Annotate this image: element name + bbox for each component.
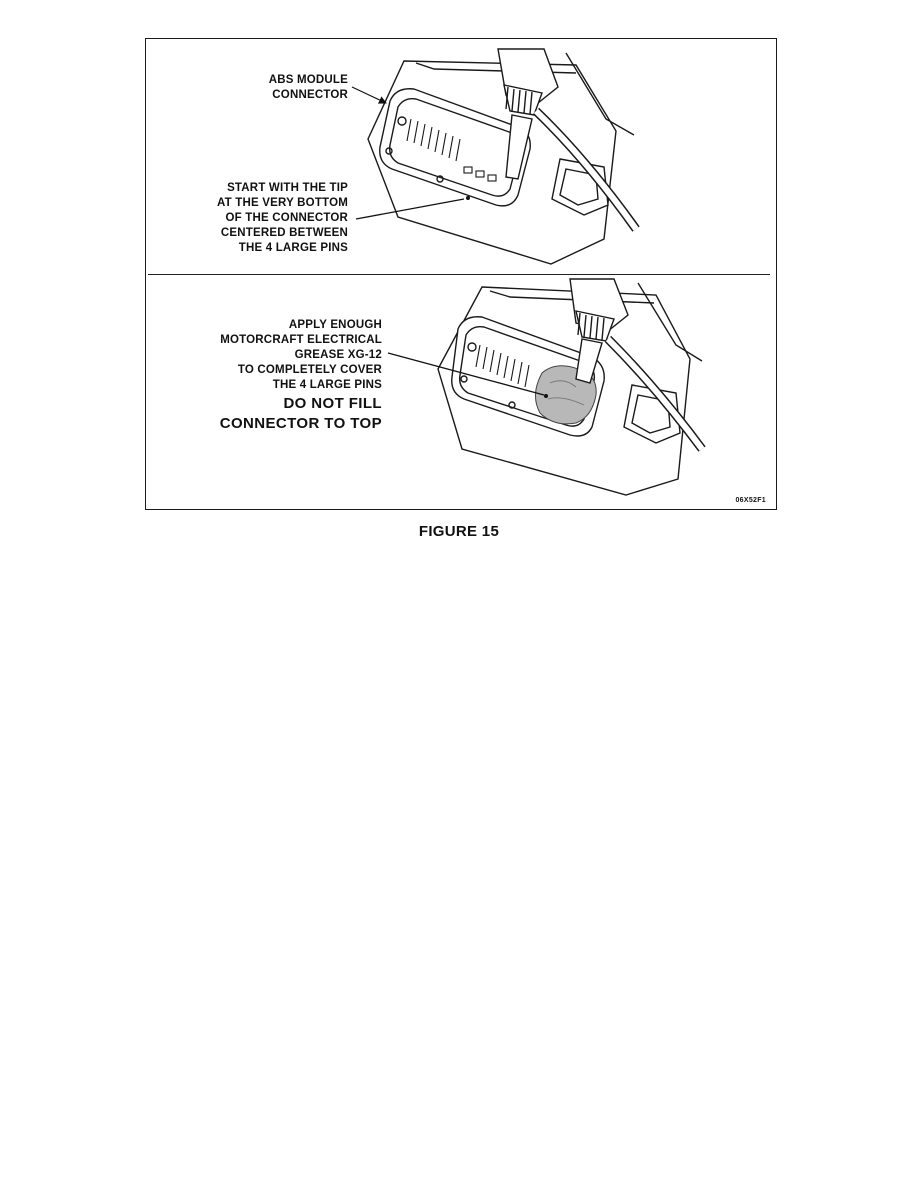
start-tip-instruction-label: START WITH THE TIP AT THE VERY BOTTOM OF THE CONNECTOR CENTERED BETWEEN THE 4 LARGE PINS [217, 182, 348, 254]
abs-module-connector-label: ABS MODULE CONNECTOR [268, 74, 348, 101]
figure-caption: FIGURE 15 [418, 523, 500, 540]
apply-grease-instruction-label: APPLY ENOUGH MOTORCRAFT ELECTRICAL GREASE XG-12 TO COMPLETELY COVER THE 4 LARGE PINS [220, 319, 382, 391]
module-leader-arrow [352, 87, 386, 103]
top-panel-drawing [368, 49, 636, 264]
do-not-fill-warning-label: DO NOT FILL CONNECTOR TO TOP [219, 395, 382, 432]
image-reference-code: 06X52F1 [735, 497, 766, 504]
panel-divider [148, 274, 770, 275]
figure-frame [145, 38, 777, 510]
bottom-panel-drawing [438, 279, 702, 495]
